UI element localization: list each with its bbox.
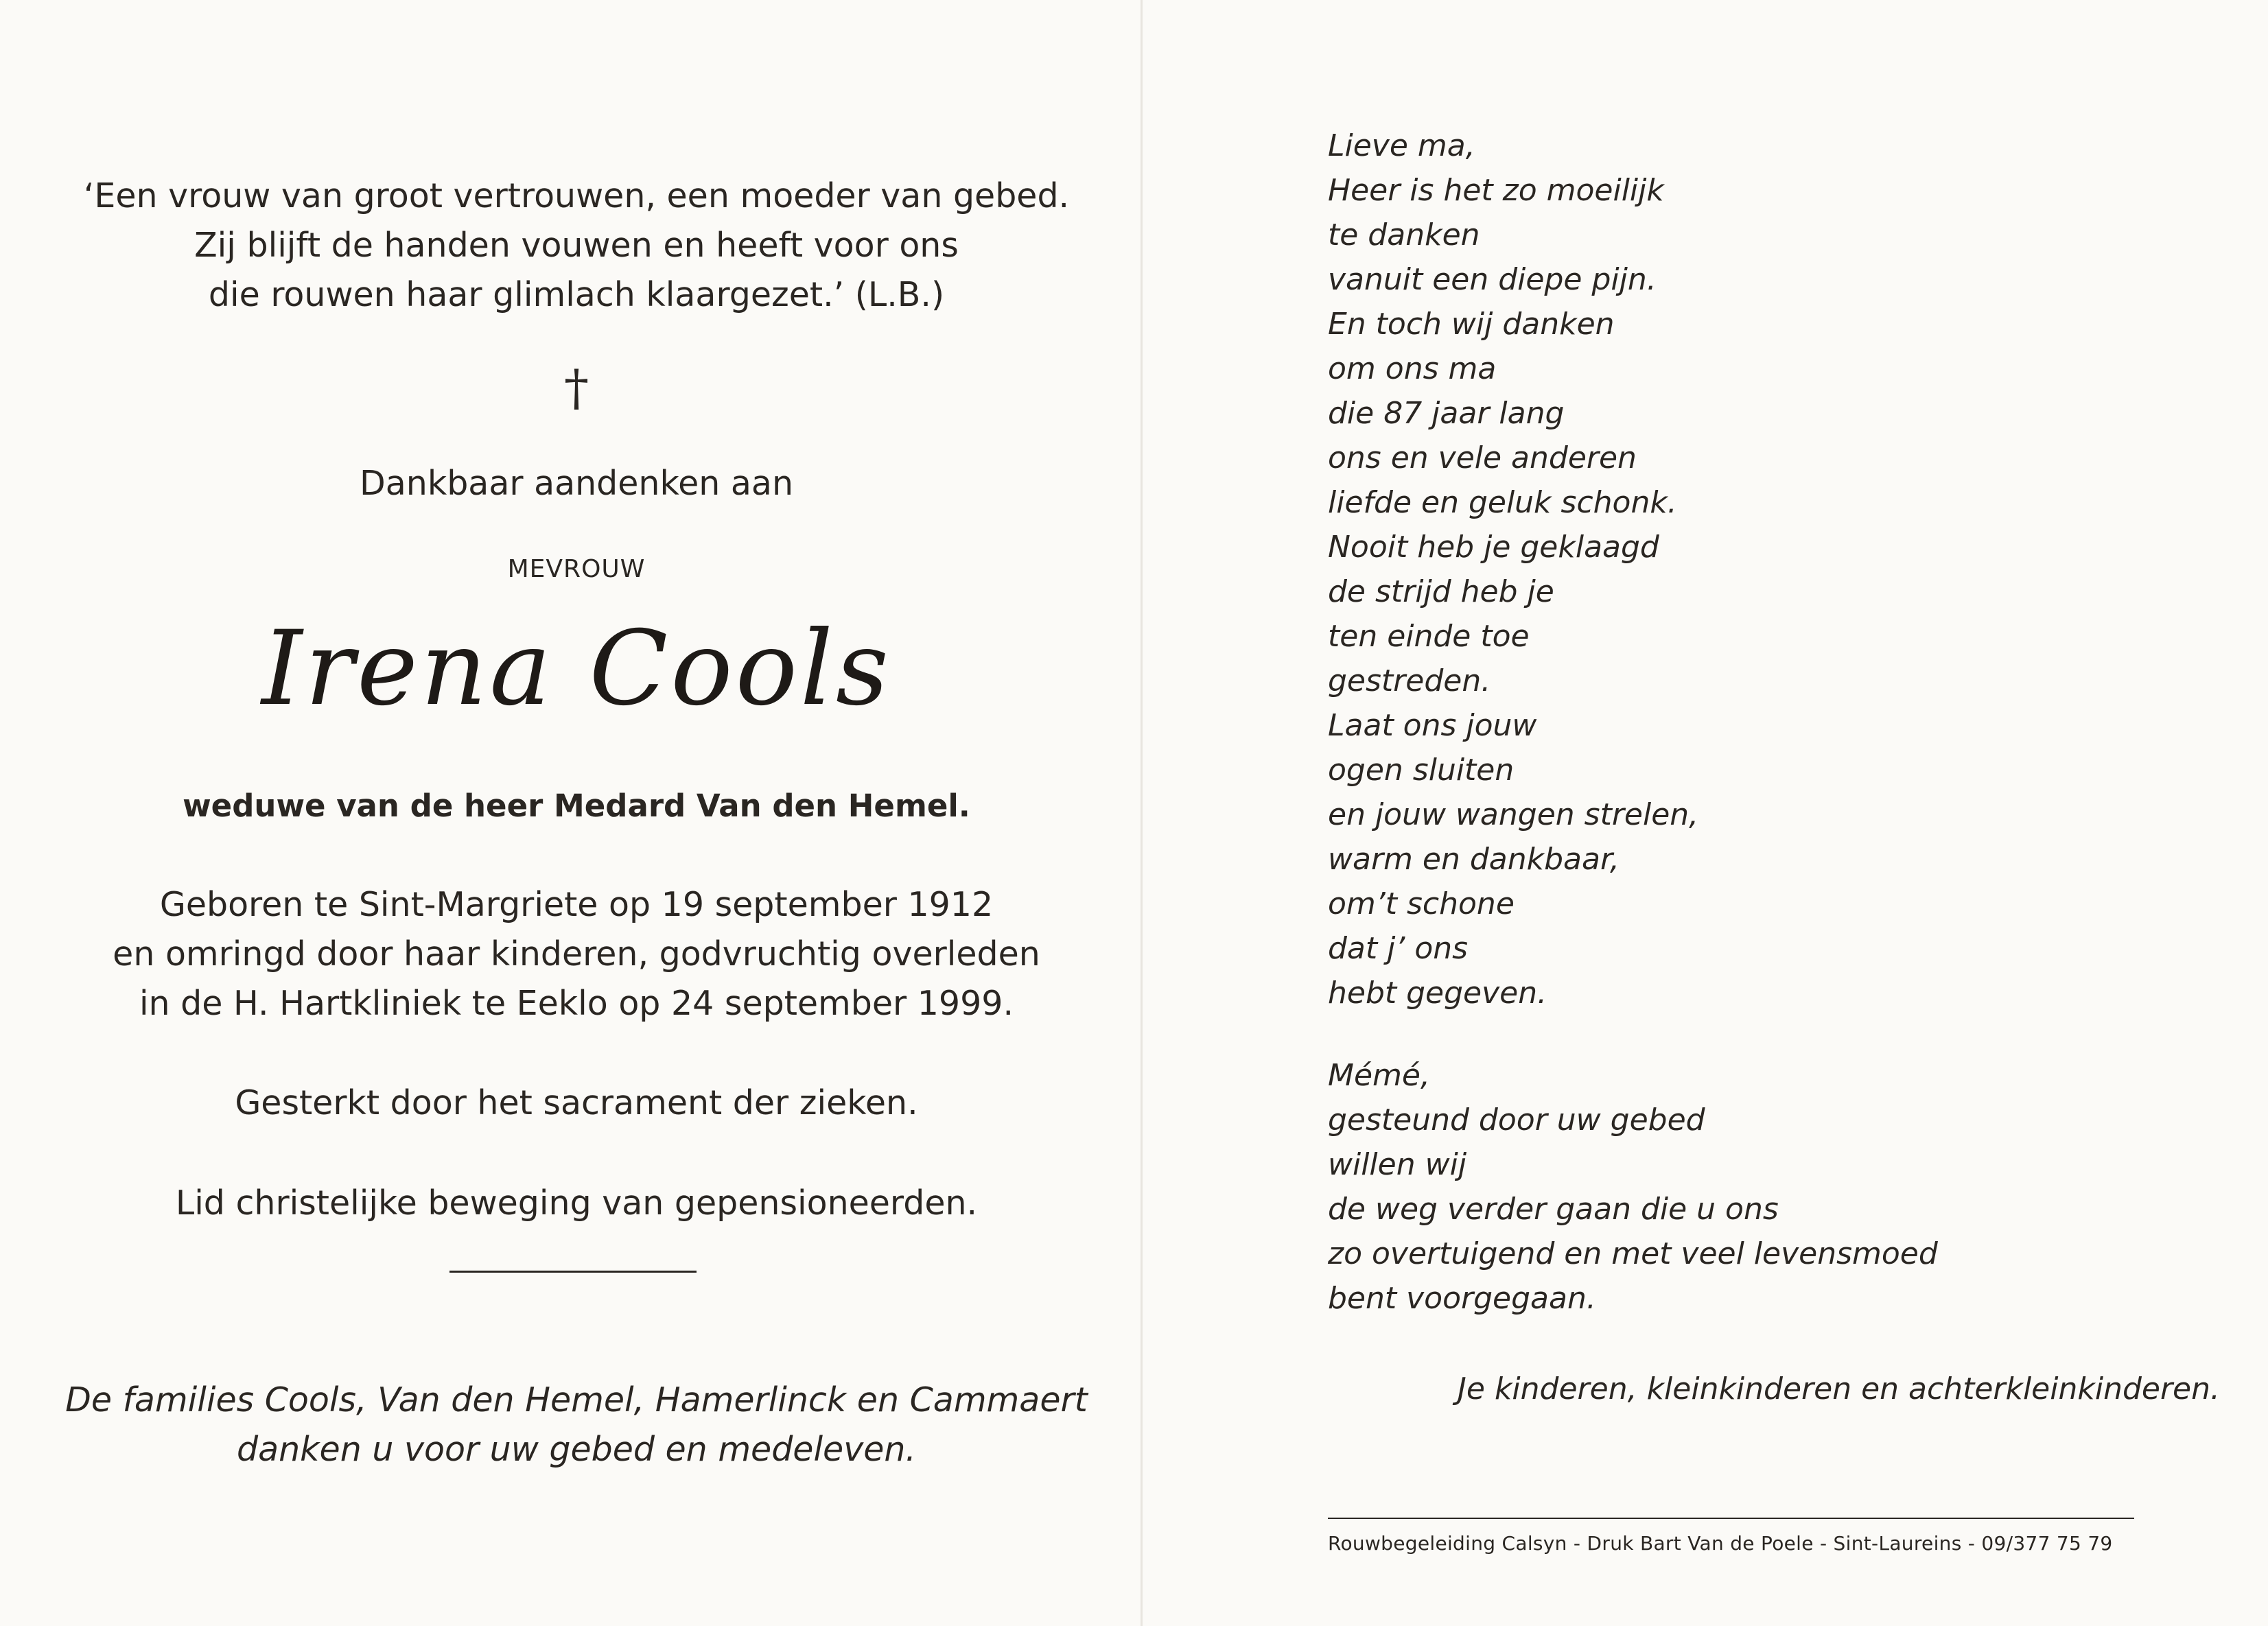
poem-line: ten einde toe [1328,619,1530,654]
poem-line: gesteund door uw gebed [1328,1103,1705,1138]
poem-line: Mémé, [1328,1058,1430,1093]
fold-line [1141,0,1143,1626]
poem-line: te danken [1328,217,1480,252]
poem-line: zo overtuigend en met veel levensmoed [1328,1236,1938,1271]
poem-line: Lieve ma, [1328,128,1475,163]
motto-line: ‘Een vrouw van groot vertrouwen, een moeder van gebed. [83,176,1070,215]
poem-line: Nooit heb je geklaagd [1328,530,1659,565]
birth-line: en omringd door haar kinderen, godvruchtig overleden [113,934,1040,974]
divider [449,1271,697,1273]
families-line: De families Cools, Van den Hemel, Hamerlinck en Cammaert [65,1380,1088,1419]
poem-line: warm en dankbaar, [1328,842,1620,877]
poem-line: de strijd heb je [1328,574,1554,609]
birth-line: Geboren te Sint-Margriete op 19 september 1912 [159,885,994,924]
footer-rule [1328,1518,2134,1519]
birth-death-details [41,880,1112,1028]
widow-line: weduwe van de heer Medard Van den Hemel. [183,788,970,824]
sacrament-line: Gesterkt door het sacrament der zieken. [235,1083,918,1122]
poem-line: Laat ons jouw [1328,708,1537,743]
poem-line: ogen sluiten [1328,753,1515,788]
cross-icon: † [564,359,589,416]
poem-line: En toch wij danken [1328,307,1615,342]
poem-line: bent voorgegaan. [1328,1281,1596,1316]
families-line: danken u voor uw gebed en medeleven. [237,1430,916,1469]
poem-line: om ons ma [1328,351,1497,386]
poem-line: liefde en geluk schonk. [1328,485,1677,520]
motto-line: die rouwen haar glimlach klaargezet.’ (L.B.) [208,275,945,314]
poem-line: willen wij [1328,1147,1467,1182]
poem-line: gestreden. [1328,663,1491,698]
poem-line: ons en vele anderen [1328,440,1637,475]
poem-line: Heer is het zo moeilijk [1328,173,1664,208]
deceased-name: Irena Cools [261,609,891,729]
poem [1328,123,1698,1015]
motto-quote [41,172,1112,320]
poem-second-stanza [1328,1053,1938,1321]
poem-line: hebt gegeven. [1328,976,1547,1011]
poem-line: en jouw wangen strelen, [1328,797,1699,832]
poem-line: die 87 jaar lang [1328,396,1565,431]
printer-footer: Rouwbegeleiding Calsyn - Druk Bart Van de Poele - Sint-Laureins - 09/377 75 79 [1328,1532,2113,1555]
families-thanks [41,1376,1112,1474]
motto-line: Zij blijft de handen vouwen en heeft voor ons [194,226,959,265]
poem-line: de weg verder gaan die u ons [1328,1192,1779,1227]
birth-line: in de H. Hartkliniek te Eeklo op 24 september 1999. [139,984,1014,1023]
poem-line: vanuit een diepe pijn. [1328,262,1657,297]
left-panel [41,0,1112,1626]
tribute-heading: Dankbaar aandenken aan [360,464,793,503]
signature: Je kinderen, kleinkinderen en achterkleinkinderen. [1457,1371,2220,1406]
poem-line: om’t schone [1328,886,1515,921]
membership-line: Lid christelijke beweging van gepensioneerden. [175,1183,978,1223]
right-panel [1328,0,2234,1626]
poem-line: dat j’ ons [1328,931,1469,966]
title-prefix: MEVROUW [507,555,646,583]
